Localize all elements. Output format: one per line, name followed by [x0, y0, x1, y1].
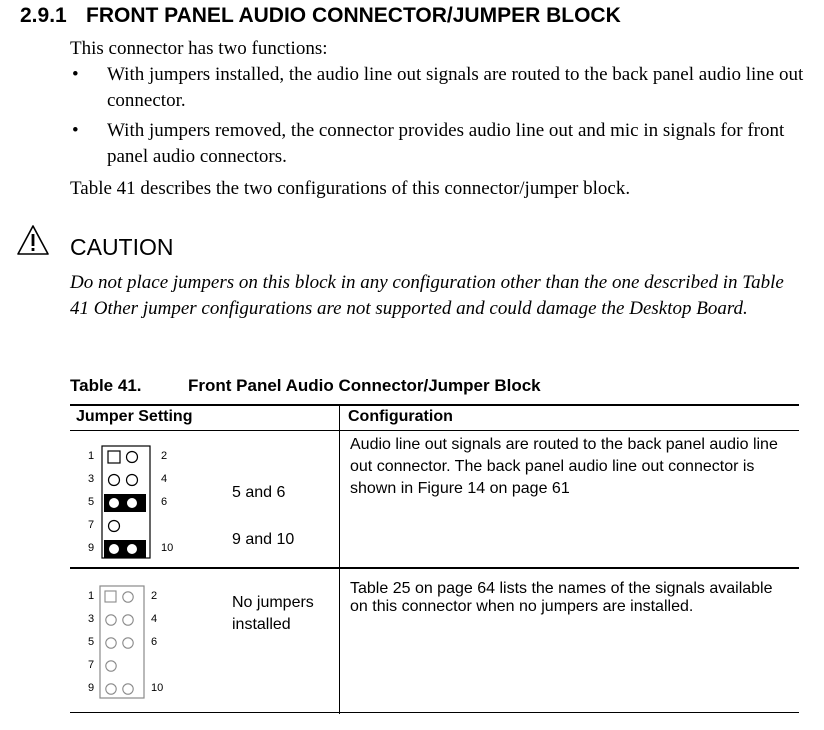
pin-label: 6: [151, 636, 158, 648]
list-item: [70, 62, 810, 114]
pin-label: 5: [88, 636, 95, 648]
pin-label: 9: [88, 682, 95, 694]
pin-label: 5: [88, 496, 95, 508]
table-rule-bottom: [70, 712, 799, 713]
pin-label: 7: [88, 659, 95, 671]
table-reference-text: Table 41 describes the two configurations of this connector/jumper block.: [70, 178, 631, 199]
jumper-setting-label: No jumpers installed: [232, 594, 314, 633]
caution-title: CAUTION: [70, 234, 174, 260]
pin-label: 3: [88, 473, 95, 485]
section-title: FRONT PANEL AUDIO CONNECTOR/JUMPER BLOCK: [86, 4, 621, 27]
section-number: 2.9.1: [20, 4, 67, 27]
list-item-text: With jumpers removed, the connector provides audio line out and mic in signals for front panel audio connectors.: [107, 120, 785, 167]
jumper-table: [70, 404, 799, 714]
caution-text: Do not place jumpers on this block in any configuration other than the one described in Table 41 Other jumper configurations are not supported and could damage the Desktop Board.: [70, 272, 784, 319]
pin-label: 4: [161, 473, 168, 485]
configuration-text: Table 25 on page 64 lists the names of the signals available on this connector when no jumpers are installed.: [350, 580, 773, 615]
table-column-divider: [339, 404, 340, 714]
bullet-icon: •: [72, 64, 79, 85]
header-pins-graphic: [84, 582, 194, 700]
pin-label: 4: [151, 613, 158, 625]
warning-triangle-icon: [16, 224, 50, 256]
pin-label: 10: [161, 542, 174, 554]
pin-label: 7: [88, 519, 95, 531]
header-pins-graphic: [84, 442, 194, 560]
section-heading: [20, 4, 621, 28]
configuration-text: Audio line out signals are routed to the back panel audio line out connector. The back panel audio line out connector is shown in Figure 14 on page 61: [350, 436, 778, 497]
function-list: [70, 62, 810, 174]
jumper-setting-label: 5 and 6: [232, 484, 286, 501]
table-caption: [70, 376, 541, 396]
pin-label: 9: [88, 542, 95, 554]
list-item: [70, 118, 810, 170]
column-header-jumper-setting: Jumper Setting: [76, 408, 193, 425]
bullet-icon: •: [72, 120, 79, 141]
table-title: Front Panel Audio Connector/Jumper Block: [188, 376, 541, 395]
table-rule-row: [70, 567, 799, 569]
table-rule-header: [70, 430, 799, 431]
column-header-configuration: Configuration: [348, 408, 453, 425]
pin-label: 3: [88, 613, 95, 625]
pin-label: 2: [151, 590, 158, 602]
jumper-diagram-removed: [84, 582, 194, 700]
list-item-text: With jumpers installed, the audio line out signals are routed to the back panel audio line out connector.: [107, 64, 804, 111]
table-number: Table 41.: [70, 376, 142, 395]
pin-label: 2: [161, 450, 168, 462]
pin-label: 1: [88, 590, 95, 602]
pin-label: 1: [88, 450, 95, 462]
intro-text: This connector has two functions:: [70, 38, 328, 59]
pin-label: 10: [151, 682, 164, 694]
pin-label: 6: [161, 496, 168, 508]
jumper-diagram-installed: [84, 442, 194, 560]
table-rule-top: [70, 404, 799, 406]
jumper-setting-label: 9 and 10: [232, 531, 295, 548]
